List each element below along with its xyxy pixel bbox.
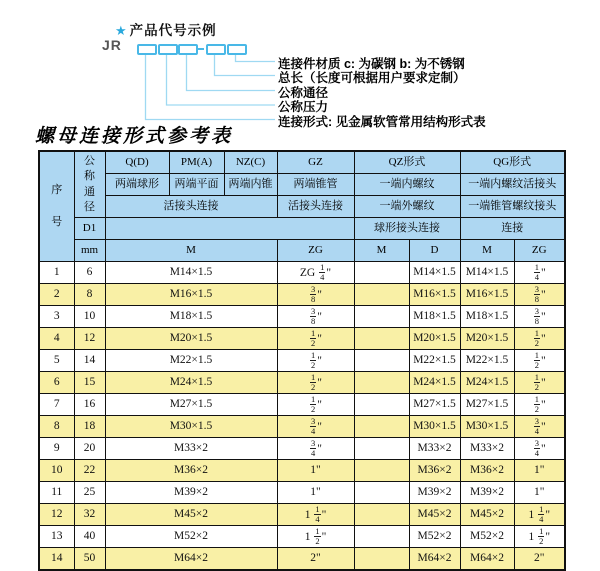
cell-qg-zg: $\frac{1}{2}$ " — [514, 394, 565, 416]
code-label-connection-type: 连接形式: 见金属软管常用结构形式表 — [278, 115, 486, 129]
cell-qz-d: M36×2 — [409, 460, 460, 482]
code-label-material: 连接件材质 c: 为碳钢 b: 为不锈钢 — [278, 57, 465, 71]
cell-qg-zg: 1 $\frac{1}{2}$ " — [514, 526, 565, 548]
cell-index: 14 — [39, 548, 74, 571]
qz-connection-label: 球形接头连接 — [354, 218, 460, 240]
qz-description-2: 一端外螺纹 — [354, 196, 460, 218]
cell-index: 3 — [39, 306, 74, 328]
pma-description: 两端平面 — [169, 174, 224, 196]
cell-diameter-mm: 20 — [74, 438, 105, 460]
cell-qg-zg: $\frac{1}{2}$ " — [514, 350, 565, 372]
cell-diameter-mm: 15 — [74, 372, 105, 394]
cell-qz-m — [354, 482, 409, 504]
cell-zg-thread: 1" — [277, 482, 354, 504]
col-header-qd: Q(D) — [105, 151, 169, 174]
header-row — [39, 196, 565, 218]
cell-diameter-mm: 14 — [74, 350, 105, 372]
cell-qg-m: M16×1.5 — [460, 284, 514, 306]
qz-d-column-label: D — [409, 240, 460, 262]
cell-m-thread: M64×2 — [105, 548, 277, 571]
cell-qg-m: M20×1.5 — [460, 328, 514, 350]
table-row — [39, 372, 565, 394]
col-header-index: 序 号 — [39, 151, 74, 262]
m-column-label: M — [105, 240, 277, 262]
nzc-description: 两端内锥 — [224, 174, 277, 196]
diagram-title-text: 产品代号示例 — [129, 23, 217, 38]
cell-m-thread: M33×2 — [105, 438, 277, 460]
cell-index: 2 — [39, 284, 74, 306]
product-code-prefix: JR — [102, 37, 122, 53]
table-row — [39, 328, 565, 350]
qd-description: 两端球形 — [105, 174, 169, 196]
cell-zg-thread: $\frac{3}{8}$ " — [277, 306, 354, 328]
nut-connection-table — [38, 150, 566, 571]
cell-qg-zg: $\frac{3}{4}$ " — [514, 416, 565, 438]
cell-zg-thread: 2" — [277, 548, 354, 571]
cell-qg-m: M22×1.5 — [460, 350, 514, 372]
cell-index: 1 — [39, 262, 74, 284]
cell-diameter-mm: 22 — [74, 460, 105, 482]
code-label-total-length: 总长（长度可根据用户要求定制） — [278, 71, 466, 85]
cell-diameter-mm: 50 — [74, 548, 105, 571]
table-row — [39, 482, 565, 504]
cell-qz-m — [354, 306, 409, 328]
cell-qz-m — [354, 526, 409, 548]
cell-qg-m: M18×1.5 — [460, 306, 514, 328]
cell-diameter-mm: 16 — [74, 394, 105, 416]
cell-index: 11 — [39, 482, 74, 504]
code-label-nominal-diameter: 公称通径 — [278, 86, 329, 100]
cell-qz-d: M16×1.5 — [409, 284, 460, 306]
cell-index: 4 — [39, 328, 74, 350]
cell-zg-thread: $\frac{3}{4}$ " — [277, 438, 354, 460]
cell-qz-d: M18×1.5 — [409, 306, 460, 328]
cell-diameter-mm: 18 — [74, 416, 105, 438]
cell-index: 9 — [39, 438, 74, 460]
table-row — [39, 460, 565, 482]
cell-zg-thread: 1 $\frac{1}{2}$ " — [277, 526, 354, 548]
cell-qz-d: M20×1.5 — [409, 328, 460, 350]
cell-qz-m — [354, 284, 409, 306]
cell-zg-thread: $\frac{1}{2}$ " — [277, 350, 354, 372]
cell-index: 8 — [39, 416, 74, 438]
cell-zg-thread: 1 $\frac{1}{4}$ " — [277, 504, 354, 526]
cell-qg-m: M14×1.5 — [460, 262, 514, 284]
cell-index: 12 — [39, 504, 74, 526]
cell-diameter-mm: 40 — [74, 526, 105, 548]
cell-diameter-mm: 25 — [74, 482, 105, 504]
cell-zg-thread: ZG $\frac{1}{4}$ " — [277, 262, 354, 284]
cell-qz-m — [354, 328, 409, 350]
code-box-2 — [158, 44, 178, 55]
cell-index: 7 — [39, 394, 74, 416]
cell-qz-m — [354, 460, 409, 482]
qz-description-1: 一端内螺纹 — [354, 174, 460, 196]
cell-qg-m: M52×2 — [460, 526, 514, 548]
col-header-qg-form: QG形式 — [460, 151, 565, 174]
cell-index: 10 — [39, 460, 74, 482]
zg-column-label: ZG — [277, 240, 354, 262]
cell-qz-m — [354, 350, 409, 372]
mm-label: mm — [74, 240, 105, 262]
table-row — [39, 284, 565, 306]
code-label-nominal-pressure: 公称压力 — [278, 100, 329, 114]
cell-qz-d: M52×2 — [409, 526, 460, 548]
cell-qg-m: M36×2 — [460, 460, 514, 482]
cell-index: 5 — [39, 350, 74, 372]
cell-qz-m — [354, 438, 409, 460]
table-title: 螺母连接形式参考表 — [35, 125, 234, 147]
cell-qz-d: M24×1.5 — [409, 372, 460, 394]
cell-diameter-mm: 6 — [74, 262, 105, 284]
cell-qz-d: M45×2 — [409, 504, 460, 526]
star-icon: ★ — [115, 23, 128, 38]
col-header-nzc: NZ(C) — [224, 151, 277, 174]
cell-qg-zg: $\frac{3}{8}$ " — [514, 306, 565, 328]
cell-diameter-mm: 8 — [74, 284, 105, 306]
cell-qz-d: M33×2 — [409, 438, 460, 460]
cell-qg-zg: 1 $\frac{1}{4}$ " — [514, 504, 565, 526]
col-header-nominal-diameter: 公 称 通 径 — [74, 151, 105, 218]
cell-qz-d: M22×1.5 — [409, 350, 460, 372]
cell-qg-m: M45×2 — [460, 504, 514, 526]
cell-diameter-mm: 32 — [74, 504, 105, 526]
cell-qg-zg: $\frac{3}{4}$ " — [514, 438, 565, 460]
cell-m-thread: M20×1.5 — [105, 328, 277, 350]
cell-qz-d: M30×1.5 — [409, 416, 460, 438]
cell-m-thread: M22×1.5 — [105, 350, 277, 372]
cell-qg-m: M30×1.5 — [460, 416, 514, 438]
col-header-qz-form: QZ形式 — [354, 151, 460, 174]
cell-qz-d: M27×1.5 — [409, 394, 460, 416]
cell-qz-d: M14×1.5 — [409, 262, 460, 284]
gz-description: 两端锥管 — [277, 174, 354, 196]
cell-index: 13 — [39, 526, 74, 548]
cell-qz-m — [354, 394, 409, 416]
cell-m-thread: M30×1.5 — [105, 416, 277, 438]
diagram-title — [115, 19, 217, 39]
cell-diameter-mm: 12 — [74, 328, 105, 350]
union-connection-label: 活接头连接 — [105, 196, 277, 218]
qg-connection-label: 连接 — [460, 218, 565, 240]
cell-m-thread: M39×2 — [105, 482, 277, 504]
cell-m-thread: M27×1.5 — [105, 394, 277, 416]
table-row — [39, 262, 565, 284]
cell-qz-m — [354, 504, 409, 526]
cell-qg-zg: $\frac{3}{8}$ " — [514, 284, 565, 306]
table-row — [39, 438, 565, 460]
cell-m-thread: M16×1.5 — [105, 284, 277, 306]
table-row — [39, 526, 565, 548]
header-row — [39, 151, 565, 174]
blank-cell — [105, 218, 354, 240]
cell-qz-m — [354, 372, 409, 394]
code-box-5 — [227, 44, 247, 55]
cell-qg-m: M24×1.5 — [460, 372, 514, 394]
col-header-pma: PM(A) — [169, 151, 224, 174]
cell-m-thread: M14×1.5 — [105, 262, 277, 284]
col-header-gz: GZ — [277, 151, 354, 174]
cell-qg-m: M33×2 — [460, 438, 514, 460]
cell-qg-zg: $\frac{1}{2}$ " — [514, 328, 565, 350]
header-row — [39, 240, 565, 262]
cell-qz-d: M39×2 — [409, 482, 460, 504]
cell-zg-thread: 1" — [277, 460, 354, 482]
cell-qg-m: M64×2 — [460, 548, 514, 571]
cell-qg-zg: 2" — [514, 548, 565, 571]
cell-m-thread: M45×2 — [105, 504, 277, 526]
cell-zg-thread: $\frac{1}{2}$ " — [277, 372, 354, 394]
table-row — [39, 350, 565, 372]
cell-index: 6 — [39, 372, 74, 394]
table-row — [39, 504, 565, 526]
gz-connection-label: 活接头连接 — [277, 196, 354, 218]
table-row — [39, 306, 565, 328]
code-box-4 — [206, 44, 226, 55]
qg-m-column-label: M — [460, 240, 514, 262]
cell-qg-m: M27×1.5 — [460, 394, 514, 416]
cell-qg-m: M39×2 — [460, 482, 514, 504]
qg-description-1: 一端内螺纹活接头 — [460, 174, 565, 196]
cell-qz-m — [354, 416, 409, 438]
cell-qg-zg: $\frac{1}{4}$ " — [514, 262, 565, 284]
d1-label: D1 — [74, 218, 105, 240]
cell-diameter-mm: 10 — [74, 306, 105, 328]
cell-qg-zg: 1" — [514, 460, 565, 482]
qg-description-2: 一端锥管螺纹接头 — [460, 196, 565, 218]
cell-qg-zg: 1" — [514, 482, 565, 504]
qz-m-column-label: M — [354, 240, 409, 262]
table-row — [39, 394, 565, 416]
cell-m-thread: M24×1.5 — [105, 372, 277, 394]
cell-zg-thread: $\frac{1}{2}$ " — [277, 394, 354, 416]
cell-zg-thread: $\frac{3}{8}$ " — [277, 284, 354, 306]
cell-qg-zg: $\frac{1}{2}$ " — [514, 372, 565, 394]
code-box-1 — [137, 44, 157, 55]
cell-m-thread: M36×2 — [105, 460, 277, 482]
cell-m-thread: M18×1.5 — [105, 306, 277, 328]
cell-qz-m — [354, 262, 409, 284]
cell-m-thread: M52×2 — [105, 526, 277, 548]
table-row — [39, 416, 565, 438]
qg-zg-column-label: ZG — [514, 240, 565, 262]
cell-qz-d: M64×2 — [409, 548, 460, 571]
code-box-3 — [178, 44, 198, 55]
cell-zg-thread: $\frac{1}{2}$ " — [277, 328, 354, 350]
header-row — [39, 174, 565, 196]
header-row — [39, 218, 565, 240]
cell-zg-thread: $\frac{3}{4}$ " — [277, 416, 354, 438]
code-dash — [197, 48, 204, 50]
